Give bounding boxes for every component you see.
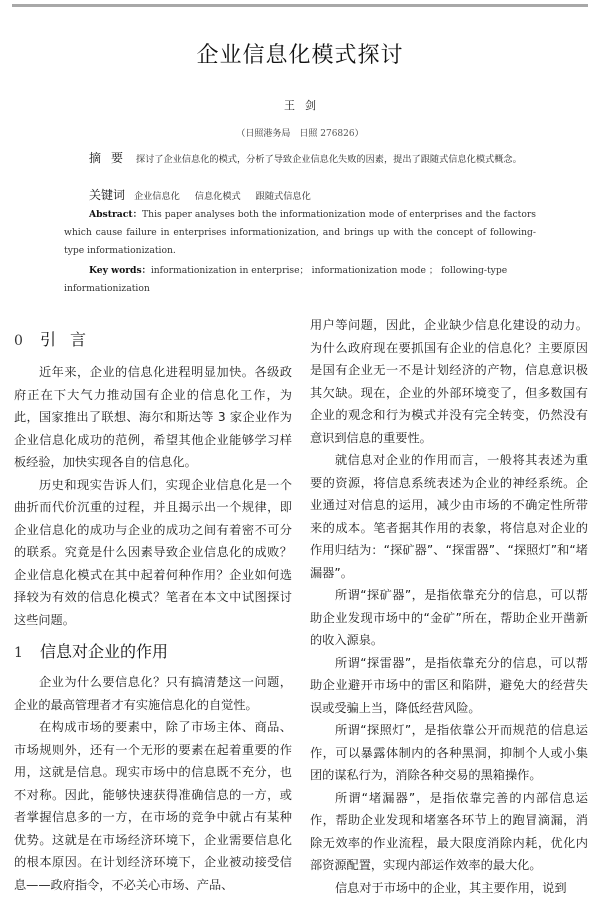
keyword-cn: 企业信息化 [134,191,180,202]
body-column-left [14,325,292,896]
keywords-en-label: Key words [89,265,142,276]
keywords-en [64,262,536,298]
body-column-right [310,314,588,899]
section-number: 0 [14,326,40,356]
paragraph: 所谓“探照灯”，是指依靠公开而规范的信息运作，可以暴露体制内的各种黑洞，抑制个人或小集团的谋私行为，消除各种交易的黑箱操作。 [310,719,588,787]
keywords-cn-label: 关键词 [89,188,125,202]
section-heading-role-of-information [14,637,292,667]
header-rule [12,4,588,7]
paragraph: 信息对于市场中的企业，其主要作用，说到 [310,877,588,899]
section-heading-introduction [14,325,292,355]
affiliation-close: ） [355,129,364,139]
paragraph: 在构成市场的要素中，除了市场主体、商品、市场规则外，还有一个无形的要素在起着重要的作用，这就是信息。现实市场中的信息既不充分，也不对称。因此，能够快速获得准确信息的一方，或者掌握信息多的一方，在市场的竞争中就占有某种优势。这就是在市场经济环境下，企业需要信息化的根本原因。在计划经济环境下，企业被动接受信息——政府指令，不必关心市场、产品、 [14,716,292,896]
paragraph: 就信息对企业的作用而言，一般将其表述为重要的资源，将信息系统表述为企业的神经系统。企业通过对信息的运用，减少由市场的不确定性所带来的成本。笔者据其作用的表象，将信息对企业的作用归结为：“探矿器”、“探雷器”、“探照灯”和“堵漏器”。 [310,449,588,584]
keywords-en-text: informationization in enterprise； informationization mode ； following-type informationization [64,265,507,294]
keywords-en-sep: ： [142,265,151,276]
affiliation [0,126,600,139]
section-title: 信息对企业的作用 [40,642,168,661]
paragraph: 所谓“堵漏器”，是指依靠完善的内部信息运作，帮助企业发现和堵塞各环节上的跑冒滴漏，消除无效率的作业流程，最大限度消除内耗，优化内部资源配置，实现内部运作效率的最大化。 [310,787,588,877]
keyword-cn: 跟随式信息化 [256,191,311,202]
abstract-en-label: Abstract [89,209,133,220]
section-title: 引言 [40,330,100,349]
keywords-cn [64,187,536,205]
abstract-en-sep: ： [133,209,142,220]
paragraph: 历史和现实告诉人们，实现企业信息化是一个曲折而代价沉重的过程，并且揭示出一个规律，即企业信息化的成功与企业的成功之间有着密不可分的联系。究竟是什么因素导致企业信息化的成败？企业信息化模式在其中起着何种作用？企业如何选择较为有效的信息化模式？笔者在本文中试图探讨这些问题。 [14,474,292,632]
keyword-cn: 信息化模式 [195,191,241,202]
abstract-en [64,206,536,260]
author-name: 王剑 [0,97,600,113]
paragraph-continuation: 用户等问题，因此，企业缺少信息化建设的动力。为什么政府现在要抓国有企业的信息化？主要原因是国有企业无一不是计划经济的产物，信息意识极其欠缺。现在，企业的外部环境变了，但多数国有企业的观念和行为模式并没有完全转变，仍然没有意识到信息的重要性。 [310,314,588,449]
affiliation-org: （日照港务局 日照 [236,129,320,139]
paper-title: 企业信息化模式探讨 [0,38,600,69]
paragraph: 所谓“探矿器”，是指依靠充分的信息，可以帮助企业发现市场中的“金矿”所在，帮助企业开凿新的收入源泉。 [310,584,588,652]
paragraph: 企业为什么要信息化？只有搞清楚这一问题，企业的最高管理者才有实施信息化的自觉性。 [14,671,292,716]
affiliation-postcode: 276826 [320,129,354,139]
paragraph: 所谓“探雷器”，是指依靠充分的信息，可以帮助企业避开市场中的雷区和陷阱，避免大的经营失误或受骗上当，降低经营风险。 [310,652,588,720]
abstract-cn [64,150,536,168]
paragraph: 近年来，企业的信息化进程明显加快。各级政府正在下大气力推动国有企业的信息化工作，为此，国家推出了联想、海尔和斯达等 3 家企业作为企业信息化成功的范例，希望其他企业能够学习样板经验，加快实现各自的信息化。 [14,361,292,474]
abstract-cn-text: 探讨了企业信息化的模式，分析了导致企业信息化失败的因素，提出了跟随式信息化模式概念。 [136,154,522,165]
abstract-en-text: This paper analyses both the informationization mode of enterprises and the factors which cause failure in enterprises informationization, and brings up with the concept of following-type informationization. [64,209,536,256]
abstract-cn-label: 摘要 [89,151,133,165]
section-number: 1 [14,638,40,668]
